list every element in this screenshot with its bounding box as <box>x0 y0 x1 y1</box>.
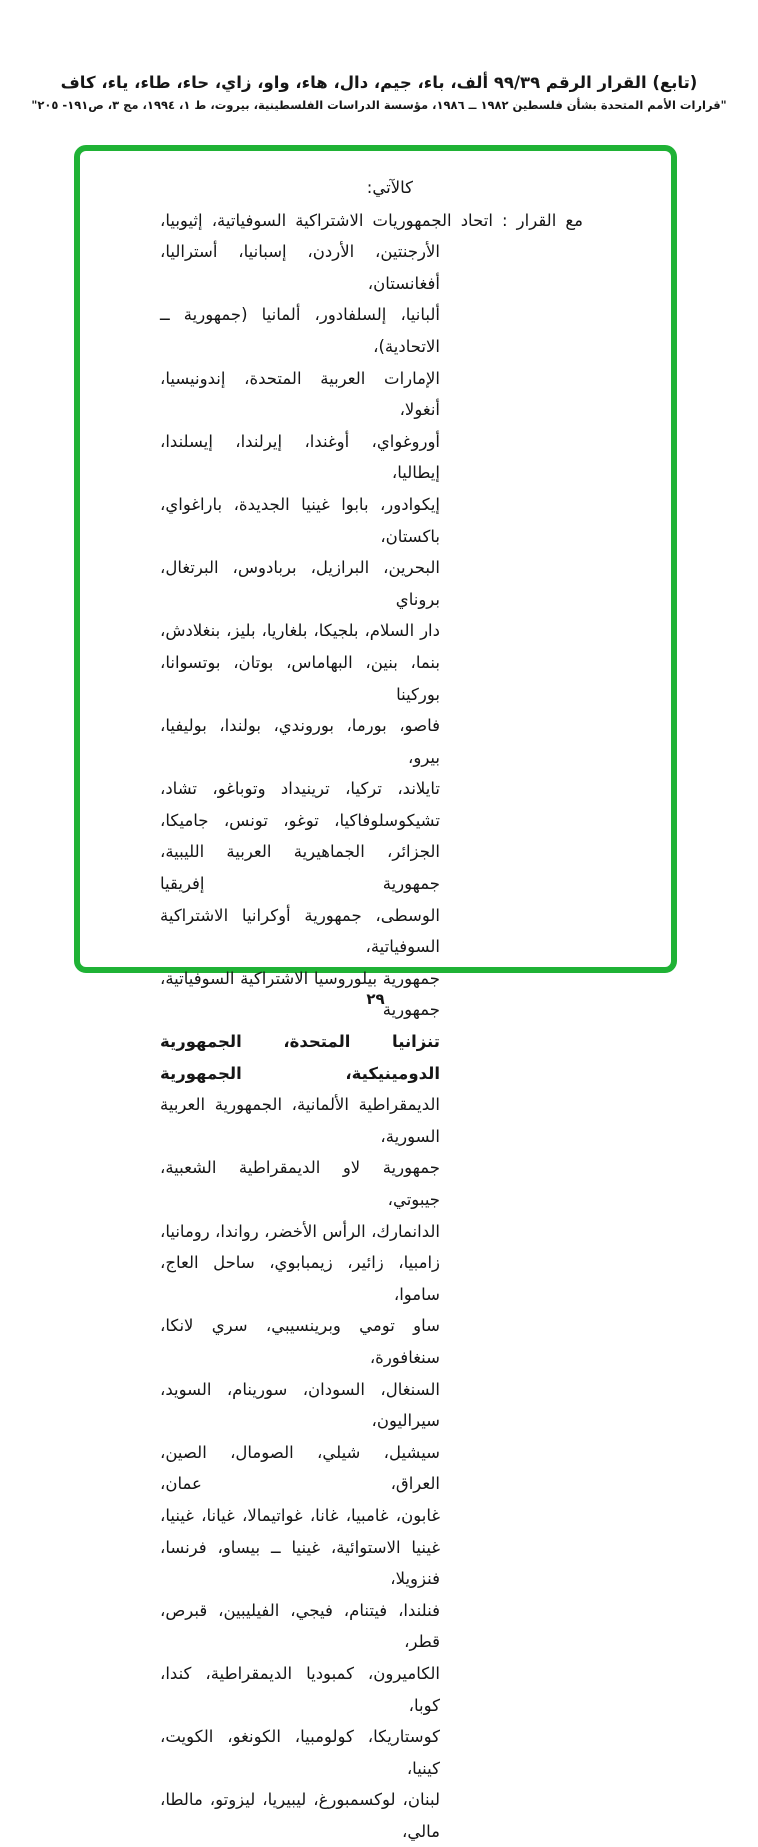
country-list-line: جمهورية لاو الديمقراطية الشعبية، جيبوتي، <box>160 1158 440 1209</box>
country-list-line: غينيا الاستوائية، غينيا ــ بيساو، فرنسا، فنزويلا، <box>160 1537 440 1589</box>
resolution-body <box>160 172 583 1847</box>
country-list-line: الأرجنتين، الأردن، إسبانيا، أستراليا، أفغانستان، <box>160 242 440 293</box>
intro-line: كالآتي: <box>366 178 413 197</box>
country-list-line: الكاميرون، كمبوديا الديمقراطية، كندا، كوبا، <box>160 1663 440 1715</box>
country-list-line: البحرين، البرازيل، بربادوس، البرتغال، بروناي <box>160 558 440 609</box>
country-list-line: تشيكوسلوفاكيا، توغو، تونس، جاميكا، <box>160 810 440 830</box>
page-number: ٢٩ <box>366 990 385 1008</box>
country-list-line: تنزانيا المتحدة، الجمهورية الدومينيكية، الجمهورية <box>160 1032 440 1083</box>
country-list-line: ألبانيا، إلسلفادور، ألمانيا (جمهورية ــ الاتحادية)، <box>160 305 440 356</box>
country-list-line: الدانمارك، الرأس الأخضر، رواندا، رومانيا، <box>160 1221 440 1241</box>
country-list-line: فنلندا، فيتنام، فيجي، الفيليبين، قبرص، قطر، <box>160 1600 440 1652</box>
country-list-line: ساو تومي وبرينسيبي، سري لانكا، سنغافورة، <box>160 1316 440 1367</box>
country-list-line: تايلاند، تركيا، ترينيداد وتوباغو، تشاد، <box>160 779 440 799</box>
country-list-line: زامبيا، زائير، زيمبابوي، ساحل العاج، ساموا، <box>160 1253 440 1304</box>
country-list-line: أوروغواي، أوغندا، إيرلندا، إيسلندا، إيطاليا، <box>160 431 440 483</box>
country-list-line: جمهورية بيلوروسيا الاشتراكية السوفياتية، جمهورية <box>160 968 440 1020</box>
page-header <box>0 72 758 113</box>
vote-label: مع القرار : <box>502 210 583 230</box>
country-list-line: بنما، بنين، البهاماس، بوتان، بوتسوانا، بوركينا <box>160 652 440 704</box>
country-list-line: الجزائر، الجماهيرية العربية الليبية، جمهورية إفريقيا <box>160 842 440 894</box>
country-list-line: السنغال، السودان، سورينام، السويد، سيراليون، <box>160 1379 440 1431</box>
resolution-title: (تابع) القرار الرقم ٩٩/٣٩ ألف، باء، جيم، دال، هاء، واو، زاي، حاء، طاء، ياء، كاف <box>60 73 698 92</box>
country-list <box>160 236 583 1847</box>
country-list-start: اتحاد الجمهوريات الاشتراكية السوفياتية، إثيوبيا، <box>160 210 493 230</box>
country-list-line: سيشيل، شيلي، الصومال، الصين، العراق، عمان، <box>160 1442 440 1494</box>
country-list-line: الوسطى، جمهورية أوكرانيا الاشتراكية السوفياتية، <box>160 905 440 957</box>
country-list-line: الديمقراطية الألمانية، الجمهورية العربية السورية، <box>160 1095 440 1146</box>
country-list-line: غابون، غامبيا، غانا، غواتيمالا، غيانا، غينيا، <box>160 1505 440 1525</box>
source-citation: "قرارات الأمم المتحدة بشأن فلسطين ١٩٨٢ ــ ١٩٨٦، مؤسسة الدراسات الفلسطينية، بيروت، ط ١، ١٩٩٤، مج ٣، ص١٩١- ٢٠٥" <box>31 98 727 112</box>
country-list-line: دار السلام، بلجيكا، بلغاريا، بليز، بنغلادش، <box>160 621 440 641</box>
country-list-line: الإمارات العربية المتحدة، إندونيسيا، أنغولا، <box>160 368 440 420</box>
country-list-line: لبنان، لوكسمبورغ، ليبيريا، ليزوتو، مالطا، مالي، <box>160 1790 440 1841</box>
country-list-line: إيكوادور، بابوا غينيا الجديدة، باراغواي، باكستان، <box>160 494 440 546</box>
vote-entry-first-line <box>160 205 583 237</box>
country-list-line: فاصو، بورما، بوروندي، بولندا، بوليفيا، بيرو، <box>160 716 440 767</box>
country-list-line: كوستاريكا، كولومبيا، الكونغو، الكويت، كينيا، <box>160 1727 440 1778</box>
